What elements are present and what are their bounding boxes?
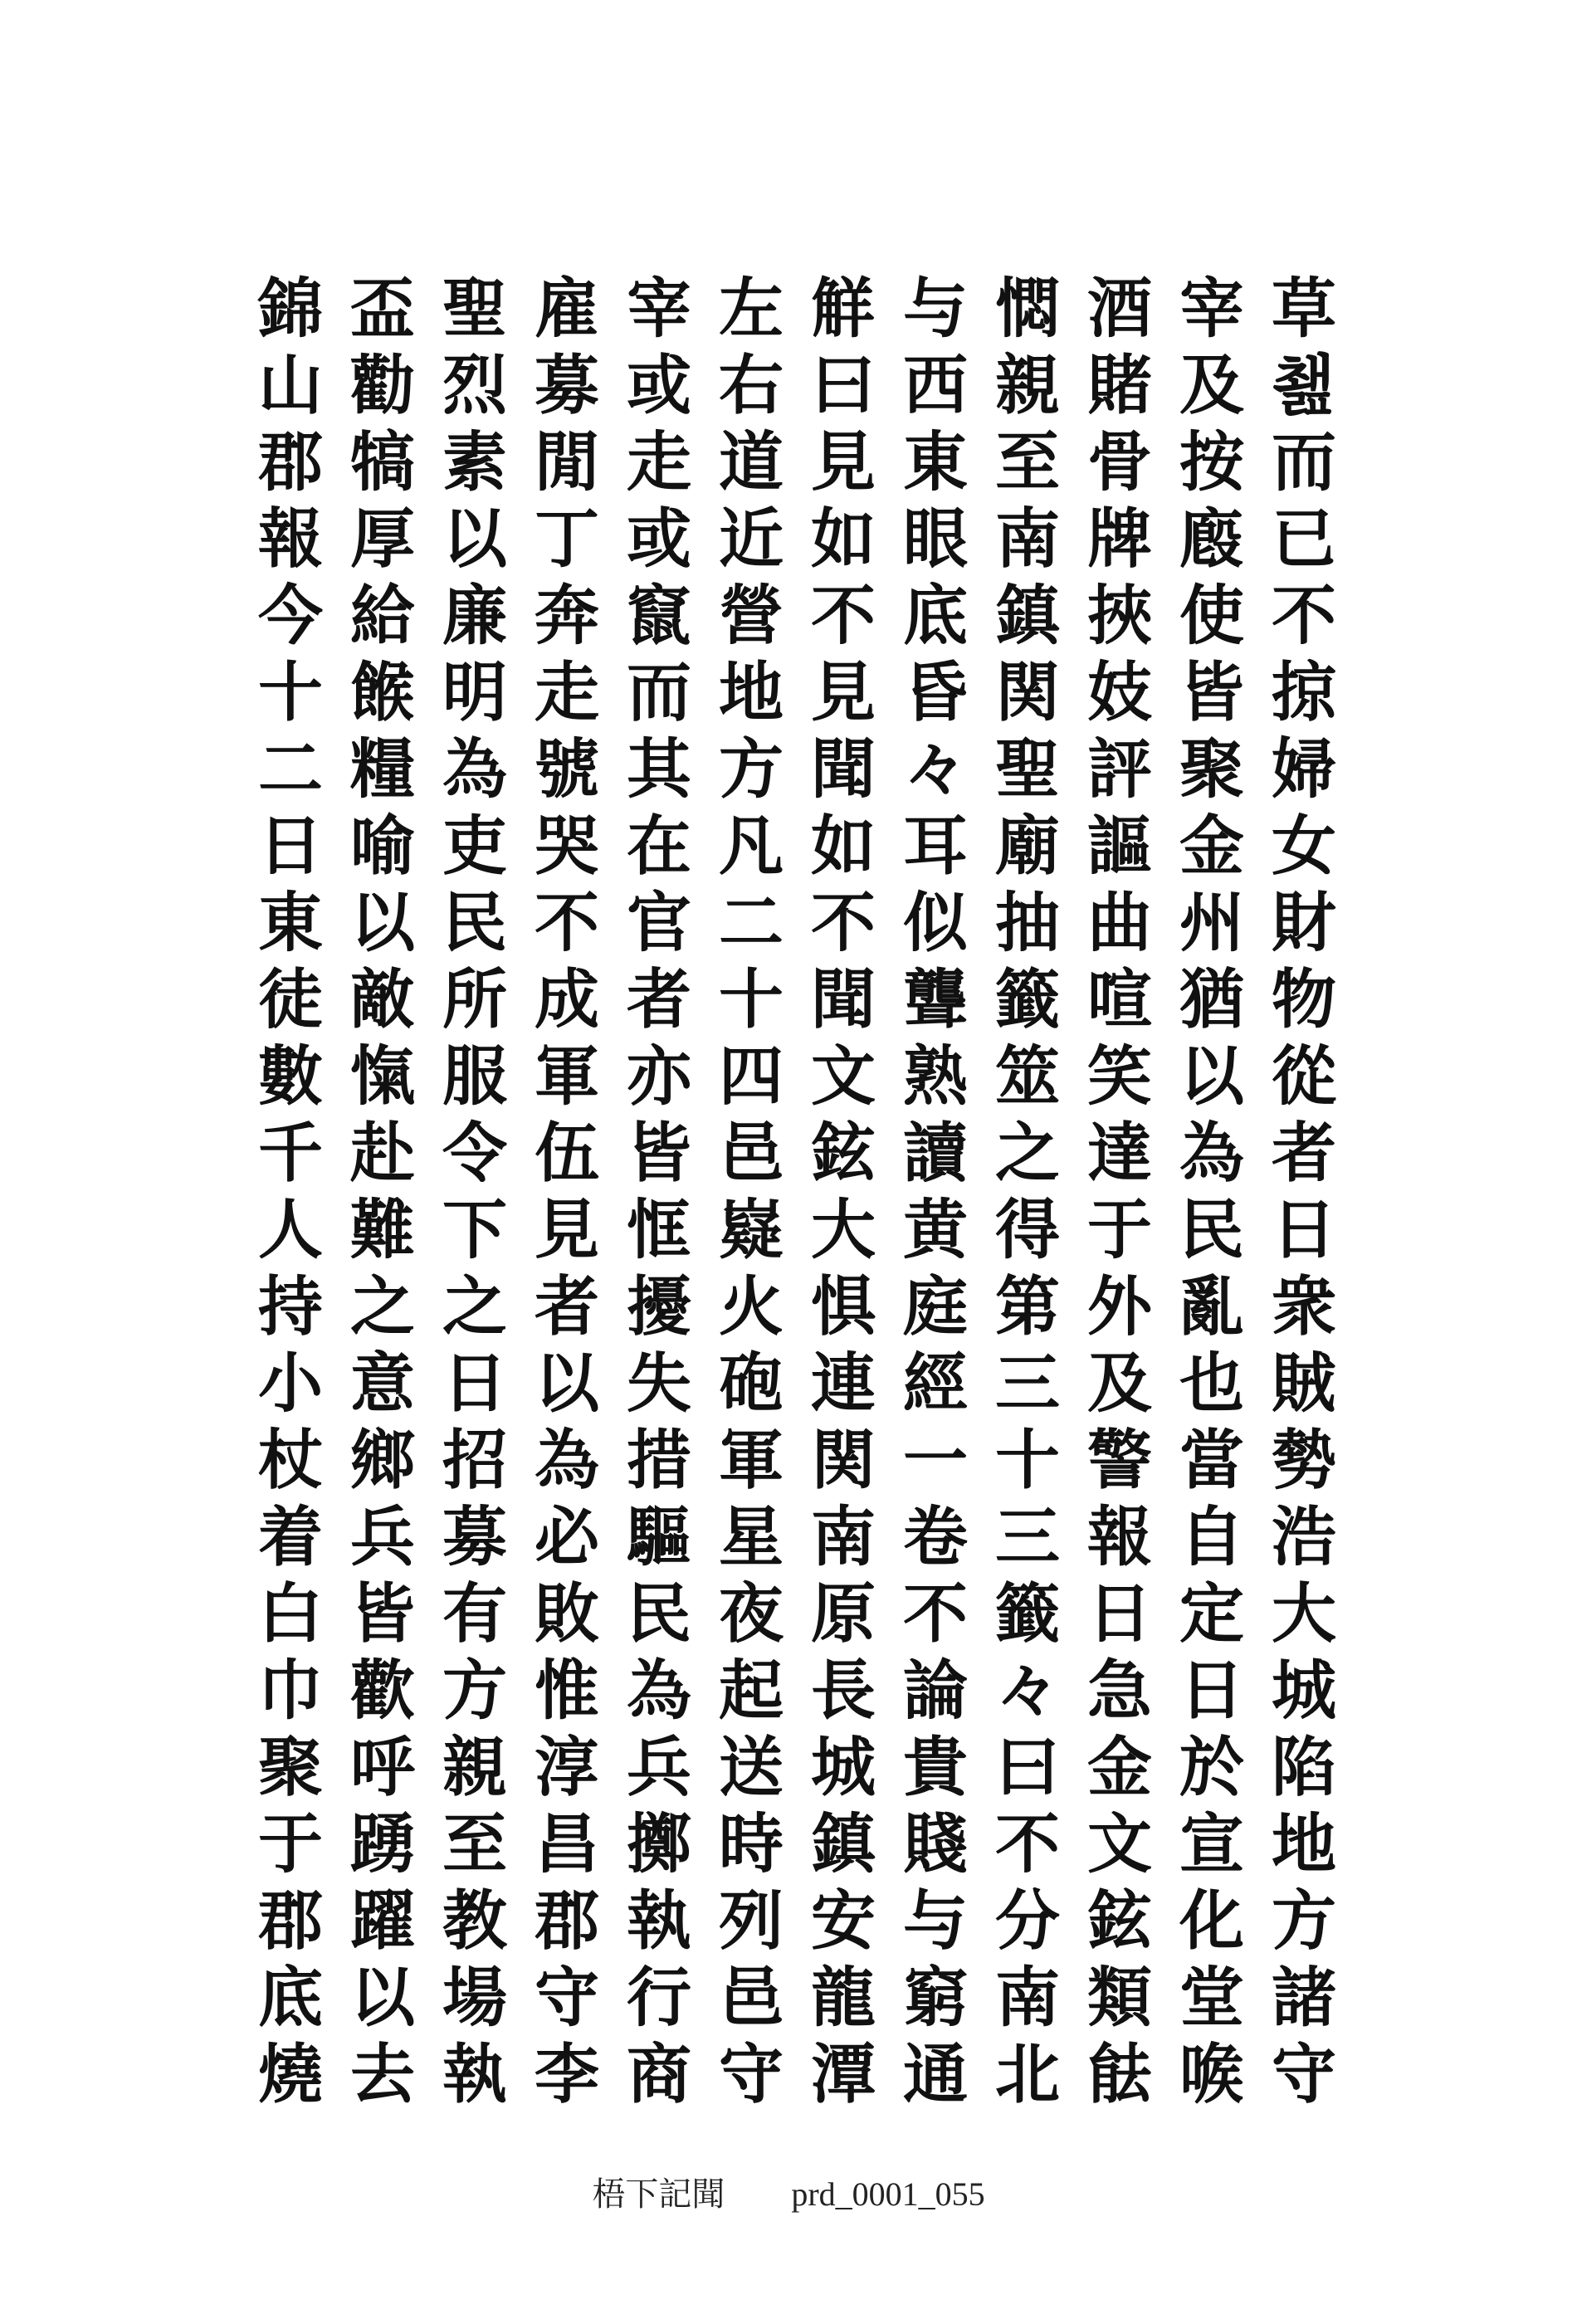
footer-title: 梧下記聞 <box>592 2175 725 2213</box>
text-line: 盃勸犒厚給餱糧喻以敵愾赴難之意鄉兵皆歡呼踴躍以去 <box>339 274 415 2116</box>
text-line: 左右道近營地方凡二十四邑嶷火砲軍星夜起送時列邑守 <box>708 274 784 2116</box>
text-line: 酒賭骨牌挾妓評謳曲喧笑達于外及警報日急金文鉉類䏻 <box>1077 274 1152 2116</box>
text-line: 宰及按廏使皆聚金州猶以為民亂也當自定日於宣化堂㗋 <box>1169 274 1244 2116</box>
text-line: 草쵎而已不掠婦女財物從者日衆賊勢浩大城陷地方諸守 <box>1261 274 1336 2116</box>
text-line: 㦖親至南鎮関聖廟抽籤筮之得第三十三籤々曰不分南北 <box>984 274 1060 2116</box>
text-line: 雇募閒丁奔走號哭不成軍伍見者以為必敗惟淳昌郡守李 <box>524 274 599 2116</box>
text-line: 与西東眼底昏々耳似聾熟讀黄庭經一卷不論貴賤与窮通 <box>892 274 968 2116</box>
text-line: 錦山郡報今十二日東徒數千人持小杖着白巾聚于郡底燒 <box>247 274 323 2116</box>
footer-page-id: prd_0001_055 <box>791 2175 985 2213</box>
text-line: 觧曰見如不見聞如不聞文鉉大惧連関南原長城鎮安龍潭 <box>800 274 876 2116</box>
page-footer <box>0 2168 1577 2215</box>
text-line: 宰或走或竄而其在官者亦皆恇擾失措驅民為兵擲執行商 <box>616 274 691 2116</box>
manuscript-text <box>237 274 1345 2116</box>
text-line: 聖烈素以廉明為吏民所服令下之日招募有方親至教場執 <box>432 274 507 2116</box>
